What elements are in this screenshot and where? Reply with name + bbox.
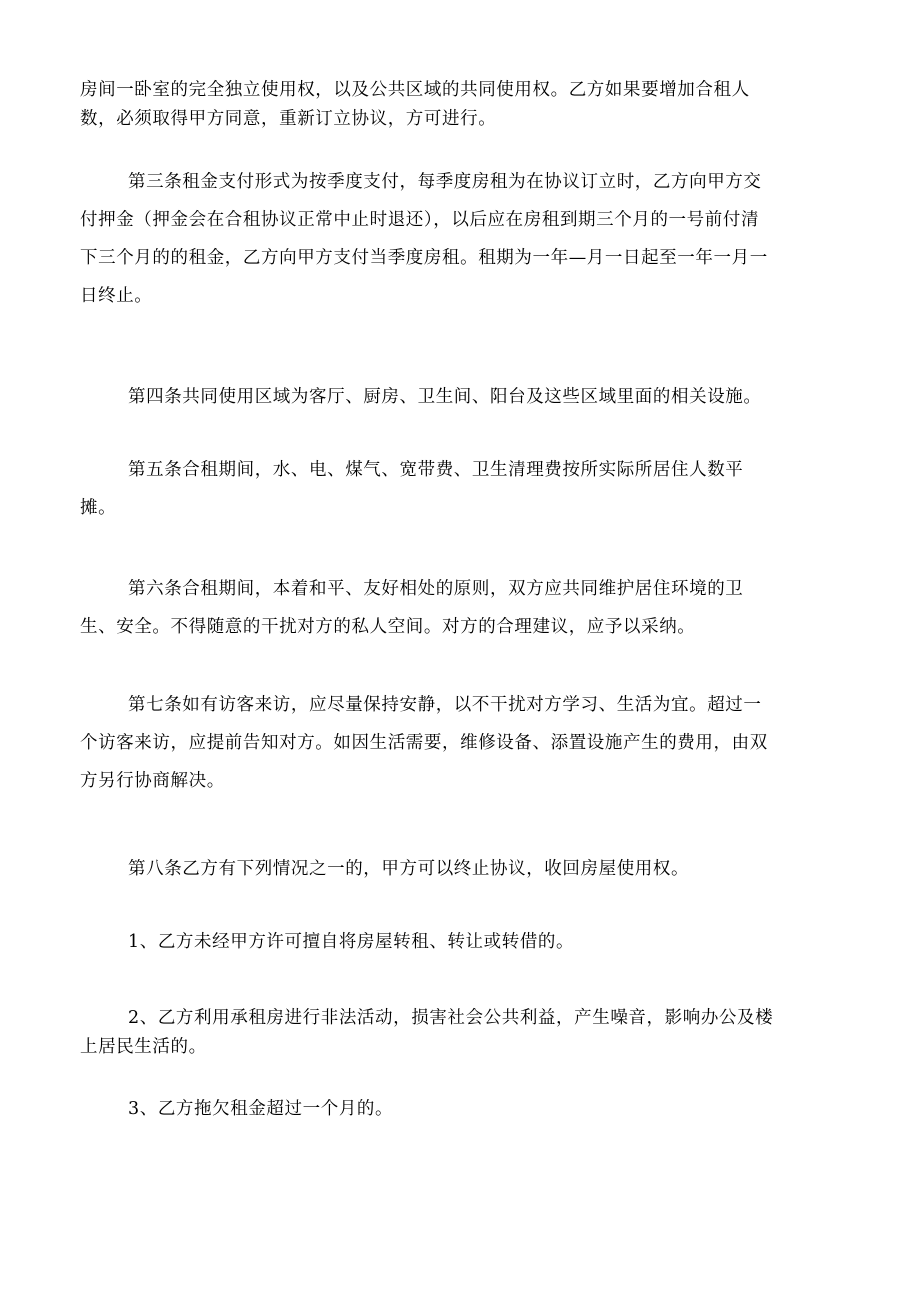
text-line: 第四条共同使用区域为客厅、厨房、卫生间、阳台及这些区域里面的相关设施。 [128,387,762,407]
text-line: 1、乙方未经甲方许可擅自将房屋转租、转让或转借的。 [128,932,575,952]
text-line-wrap [80,451,845,489]
paragraph-article-8-termination [80,853,845,885]
text-line: 上居民生活的。 [80,1037,207,1057]
text-line: 3、乙方拖欠租金超过一个月的。 [128,1099,394,1119]
paragraph-room-rights [80,76,845,134]
text-line-wrap [80,1093,845,1125]
text-line: 第八条乙方有下列情况之一的，甲方可以终止协议，收回房屋使用权。 [128,859,690,879]
list-item-3 [80,1093,845,1125]
text-line: 摊。 [80,498,117,518]
text-line-wrap [80,1004,845,1033]
text-line: 第五条合租期间，水、电、煤气、宽带费、卫生清理费按所实际所居住人数平 [128,460,744,480]
paragraph-article-4-shared-areas [80,381,845,413]
text-line: 个访客来访，应提前告知对方。如因生活需要，维修设备、添置设施产生的费用，由双 [80,733,768,753]
text-line: 2、乙方利用承租房进行非法活动，损害社会公共利益，产生噪音，影响办公及楼 [128,1008,774,1028]
list-item-1 [80,926,845,958]
text-line: 方另行协商解决。 [80,771,225,791]
paragraph-article-7-visitors [80,686,845,800]
text-line-wrap [80,381,845,413]
text-line-wrap [80,570,845,608]
text-line: 付押金（押金会在合租协议正常中止时退还），以后应在房租到期三个月的一号前付清 [80,210,760,230]
paragraph-article-3-rent-payment [80,163,845,315]
text-line: 数，必须取得甲方同意，重新订立协议，方可进行。 [80,109,497,129]
text-line: 日终止。 [80,286,153,306]
paragraph-article-5-utilities [80,451,845,527]
text-line: 下三个月的的租金，乙方向甲方支付当季度房租。租期为一年—月一日起至一年一月一 [80,248,768,268]
text-line-wrap [80,853,845,885]
paragraph-article-6-cohabitation [80,570,845,646]
text-line: 第六条合租期间，本着和平、友好相处的原则，双方应共同维护居住环境的卫 [128,579,744,599]
text-line-wrap [80,926,845,958]
text-line: 房间一卧室的完全独立使用权，以及公共区域的共同使用权。乙方如果要增加合租人 [80,80,750,100]
text-line: 第七条如有访客来访，应尽量保持安静，以不干扰对方学习、生活为宜。超过一 [128,695,762,715]
list-item-2 [80,1004,845,1062]
text-line: 第三条租金支付形式为按季度支付，每季度房租为在协议订立时，乙方向甲方交 [128,172,762,192]
text-line-wrap [80,163,845,201]
text-line: 生、安全。不得随意的干扰对方的私人空间。对方的合理建议，应予以采纳。 [80,617,696,637]
text-line-wrap [80,686,845,724]
